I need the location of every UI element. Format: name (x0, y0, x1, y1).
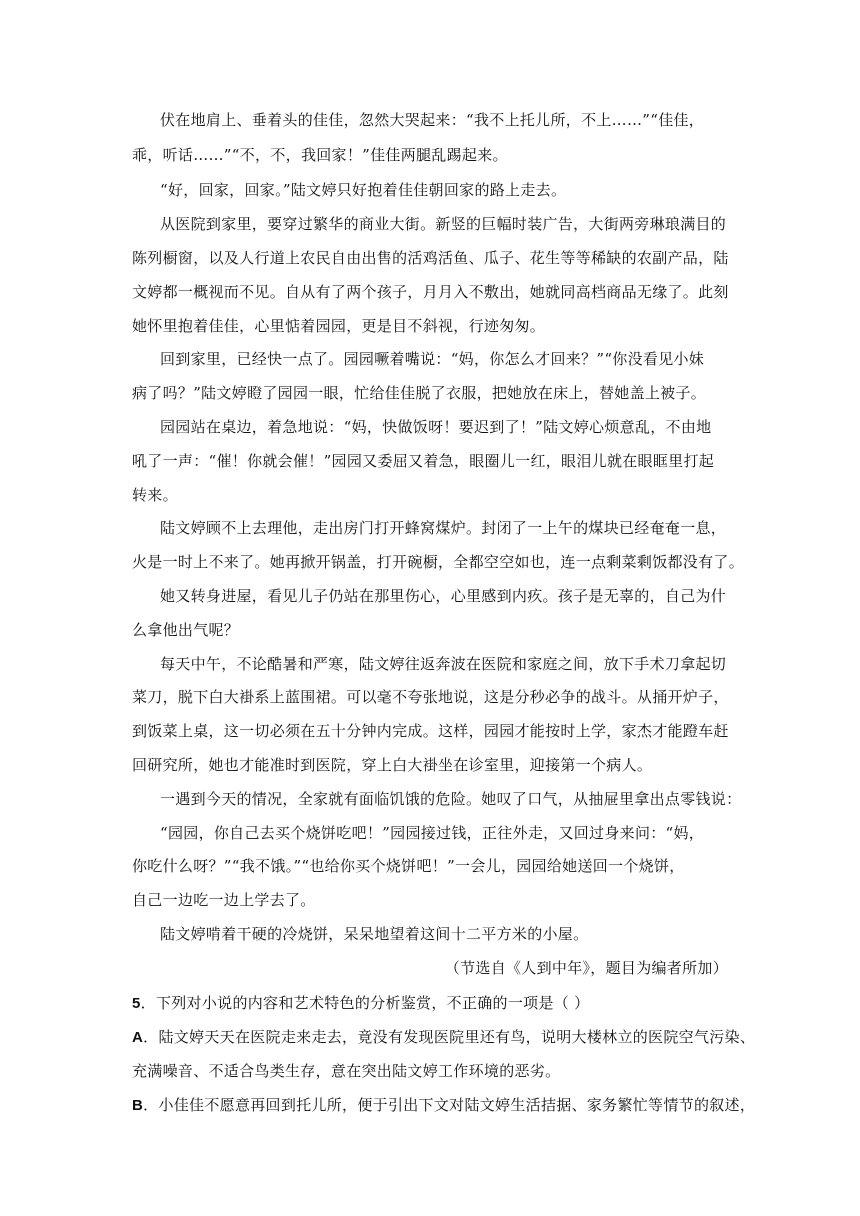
story-line: 她又转身进屋，看见儿子仍站在那里伤心，心里感到内疚。孩子是无辜的，自己为什 (160, 587, 727, 605)
story-line: 从医院到家里，要穿过繁华的商业大街。新竖的巨幅时装广告，大街两旁琳琅满目的 (160, 215, 727, 233)
option-a-label: A (132, 1029, 144, 1046)
story-line: 文婷都一概视而不见。自从有了两个孩子，月月入不敷出，她就同高档商品无缘了。此刻 (132, 283, 729, 301)
story-line: 病了吗？”陆文婷瞪了园园一眼，忙给佳佳脱了衣服，把她放在床上，替她盖上被子。 (132, 384, 707, 402)
story-line: 吼了一声：“催！你就会催！”园园又委屈又着急，眼圈儿一红，眼泪儿就在眼眶里打起 (132, 452, 715, 470)
story-line: 火是一时上不来了。她再掀开锅盖，打开碗橱，全都空空如也，连一点剩菜剩饭都没有了。 (132, 553, 745, 571)
option-b (132, 1095, 755, 1116)
story-line: “园园，你自己去买个烧饼吃吧！”园园接过钱，正往外走，又回过身来问：“妈， (160, 824, 705, 842)
story-line: 回到家里，已经快一点了。园园噘着嘴说：“妈，你怎么才回来？”“你没看见小妹 (160, 350, 705, 368)
story-line: 乖，听话……”“不，不，我回家！”佳佳两腿乱踢起来。 (132, 146, 508, 164)
story-line: 你吃什么呀？”“我不饿。”“也给你买个烧饼吧！”一会儿，园园给她送回一个烧饼， (132, 857, 685, 875)
story-line: 伏在地肩上、垂着头的佳佳，忽然大哭起来：“我不上托儿所，不上……”“佳佳， (160, 111, 705, 129)
source-note: （节选自《人到中年》，题目为编者所加） (444, 959, 728, 977)
story-line: 转来。 (132, 486, 178, 504)
story-line: 陈列橱窗，以及人行道上农民自由出售的活鸡活鱼、瓜子、花生等等稀缺的农副产品，陆 (132, 249, 729, 267)
story-line: 菜刀，脱下白大褂系上蓝围裙。可以毫不夸张地说，这是分秒必争的战斗。从捅开炉子， (132, 688, 729, 706)
question-number: 5 (132, 995, 141, 1012)
story-line: 她怀里抱着佳佳，心里惦着园园，更是目不斜视，行迹匆匆。 (132, 317, 546, 335)
story-line: 园园站在桌边，着急地说：“妈，快做饭呀！要迟到了！”陆文婷心烦意乱，不由地 (160, 418, 712, 436)
story-line: 么拿他出气呢？ (132, 621, 240, 639)
story-line: 回研究所，她也才能准时到医院，穿上白大褂坐在诊室里，迎接第一个病人。 (132, 756, 653, 774)
question-stem: ．下列对小说的内容和艺术特色的分析鉴赏，不正确的一项是（ ） (140, 994, 590, 1012)
option-a-text: ．陆文婷天天在医院走来走去，竟没有发现医院里还有鸟，说明大楼林立的医院空气污染、 (143, 1028, 756, 1046)
story-line: 自己一边吃一边上学去了。 (132, 891, 316, 909)
option-a (132, 1027, 755, 1048)
story-line: “好，回家，回家。”陆文婷只好抱着佳佳朝回家的路上走去。 (160, 181, 567, 199)
option-a-continued: 充满噪音、不适合鸟类生存，意在突出陆文婷工作环境的恶劣。 (132, 1062, 561, 1080)
option-b-label: B (132, 1097, 144, 1114)
story-line: 陆文婷啃着干硬的冷烧饼，呆呆地望着这间十二平方米的小屋。 (160, 925, 589, 943)
option-b-text: ．小佳佳不愿意再回到托儿所，便于引出下文对陆文婷生活拮据、家务繁忙等情节的叙述， (143, 1096, 756, 1114)
story-line: 陆文婷顾不上去理他，走出房门打开蜂窝煤炉。封闭了一上午的煤块已经奄奄一息， (160, 519, 727, 537)
question-5 (132, 993, 589, 1014)
story-line: 一遇到今天的情况，全家就有面临饥饿的危险。她叹了口气，从抽屉里拿出点零钱说： (160, 790, 742, 808)
story-line: 到饭菜上桌，这一切必须在五十分钟内完成。这样，园园才能按时上学，家杰才能蹬车赶 (132, 722, 729, 740)
story-line: 每天中午，不论酷暑和严寒，陆文婷往返奔波在医院和家庭之间，放下手术刀拿起切 (160, 655, 727, 673)
